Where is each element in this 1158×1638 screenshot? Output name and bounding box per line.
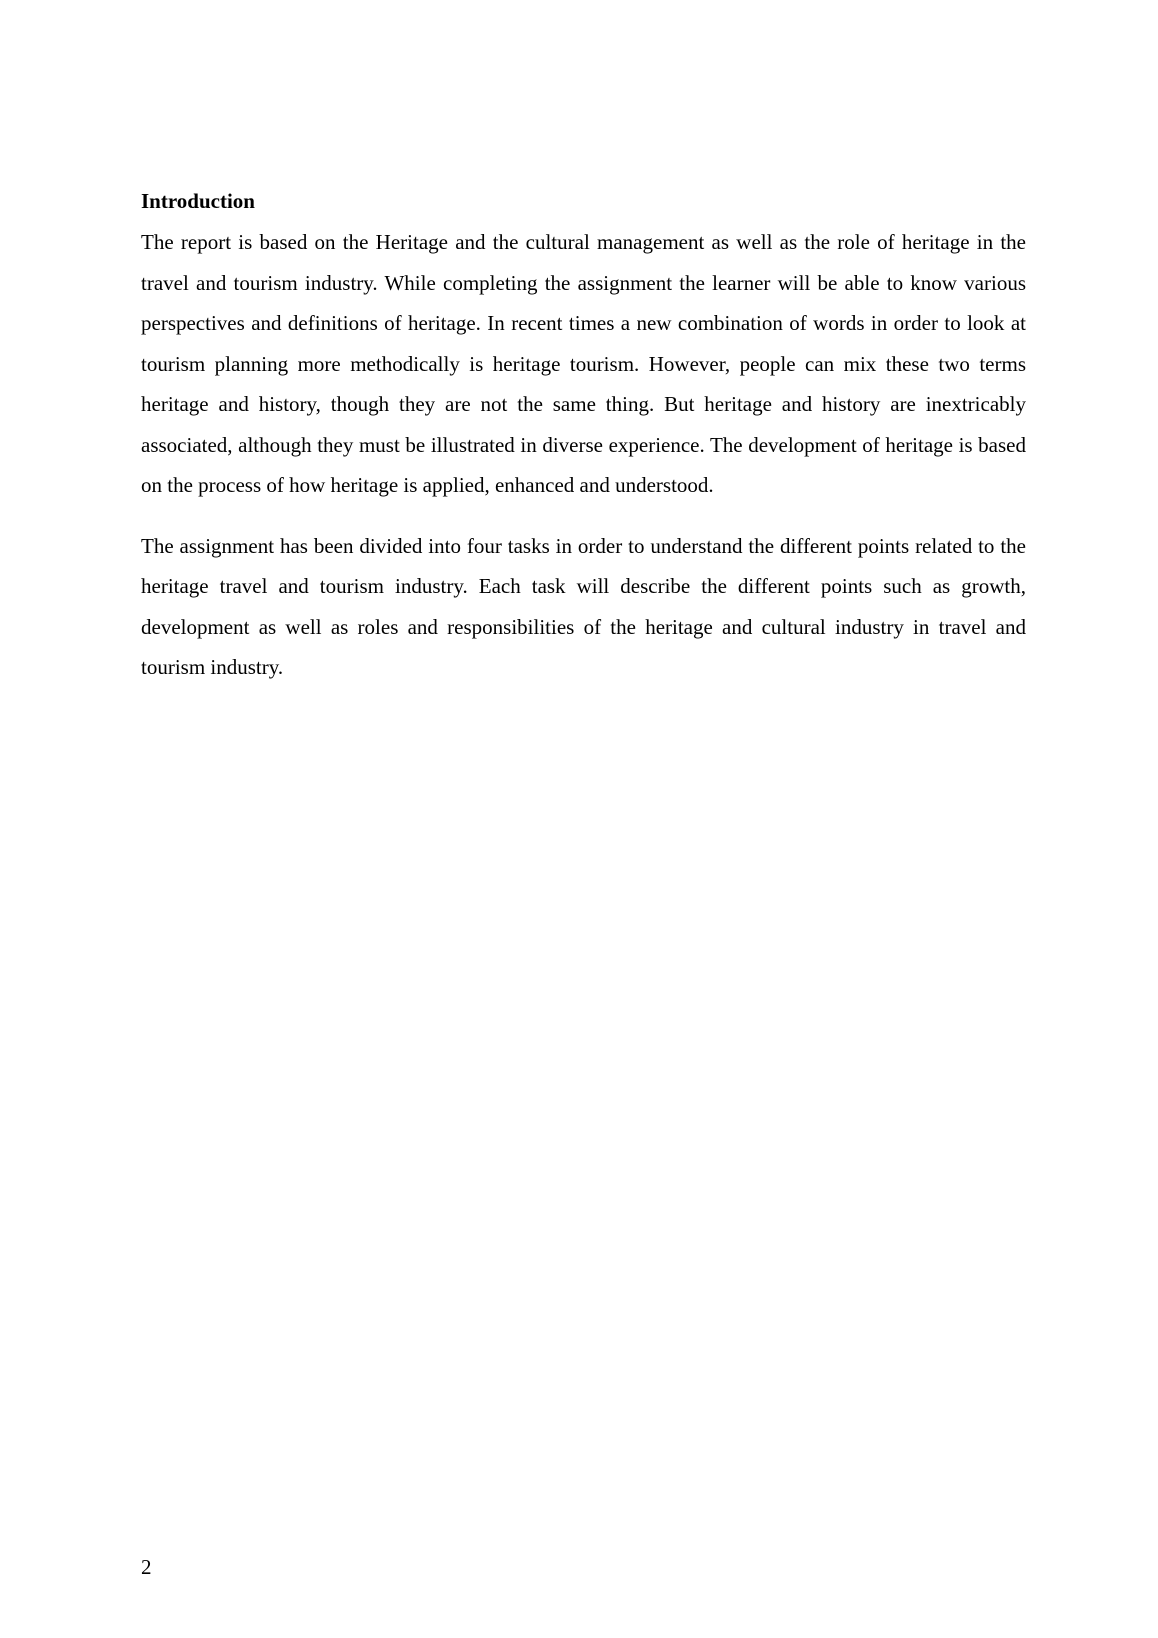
intro-paragraph-1: The report is based on the Heritage and the cultural management as well as the role of heritage in the travel and tourism industry. While completing the assignment the learner will be able to know various perspectives and definitions of heritage. In recent times a new combination of words in order to look at tourism planning more methodically is heritage tourism. However, people can mix these two terms heritage and history, though they are not the same thing. But heritage and history are inextricably associated, although they must be illustrated in diverse experience. The development of heritage is based on the process of how heritage is applied, enhanced and understood. <box>141 230 1026 497</box>
intro-paragraph-2: The assignment has been divided into four tasks in order to understand the different points related to the heritage travel and tourism industry. Each task will describe the different points such as growth, development as well as roles and responsibilities of the heritage and cultural industry in travel and tourism industry. <box>141 533 1026 679</box>
section-heading: Introduction <box>141 189 255 213</box>
page-content <box>141 186 1026 688</box>
page-number: 2 <box>141 1555 152 1579</box>
